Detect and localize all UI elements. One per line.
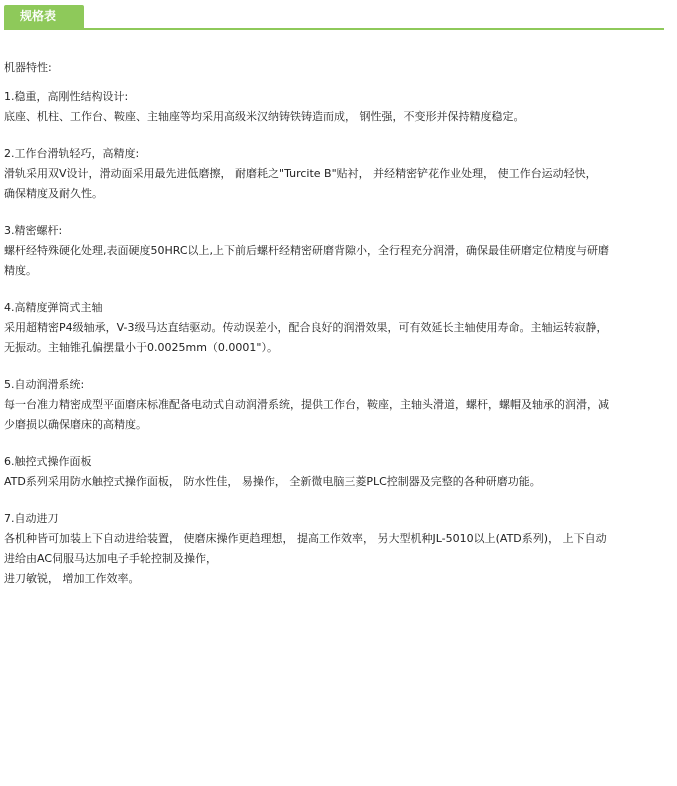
feature-title: 1.稳重，高刚性结构设计: bbox=[4, 90, 129, 103]
feature-description-line: 各机种皆可加装上下自动进给装置， 使磨床操作更趋理想， 提高工作效率， 另大型机种JL-5010以上(ATD系列)， 上下自动 bbox=[4, 532, 607, 545]
feature-description-line: 精度。 bbox=[4, 264, 37, 277]
feature-section bbox=[4, 452, 672, 492]
feature-title: 7.自动进刀 bbox=[4, 512, 59, 525]
feature-description-line: 进刀敏锐， 增加工作效率。 bbox=[4, 572, 140, 585]
feature-title: 2.工作台滑轨轻巧，高精度: bbox=[4, 147, 140, 160]
feature-section bbox=[4, 221, 672, 281]
feature-description-line: ATD系列采用防水触控式操作面板， 防水性佳， 易操作， 全新微电脑三菱PLC控制器及完整的各种研磨功能。 bbox=[4, 475, 541, 488]
feature-description-line: 螺杆经特殊硬化处理,表面硬度50HRC以上,上下前后螺杆经精密研磨背隙小，全行程充分润滑，确保最佳研磨定位精度与研磨 bbox=[4, 244, 610, 257]
feature-title: 5.自动润滑系统: bbox=[4, 378, 85, 391]
feature-section bbox=[4, 144, 672, 204]
feature-description-line: 进给由AC伺服马达加电子手轮控制及操作， bbox=[4, 552, 218, 565]
feature-section bbox=[4, 87, 672, 127]
feature-description-line: 无振动。主轴锥孔偏摆量小于0.0025mm（0.0001"）。 bbox=[4, 341, 278, 354]
feature-description-line: 底座、机柱、工作台、鞍座、主轴座等均采用高级米汉纳铸铁铸造而成， 钢性强，不变形并保持精度稳定。 bbox=[4, 110, 525, 123]
feature-section bbox=[4, 298, 672, 358]
feature-title: 4.高精度弹筒式主轴 bbox=[4, 301, 103, 314]
intro-heading: 机器特性: bbox=[4, 61, 52, 74]
spec-content bbox=[4, 58, 672, 606]
spec-tab-bar bbox=[4, 5, 664, 30]
feature-section bbox=[4, 509, 672, 589]
feature-description-line: 滑轨采用双V设计，滑动面采用最先进低磨擦， 耐磨耗之"Turcite B"贴衬， 并经精密铲花作业处理， 使工作台运动轻快， bbox=[4, 167, 597, 180]
feature-description-line: 采用超精密P4级轴承，V-3级马达直结驱动。传动误差小，配合良好的润滑效果，可有效延长主轴使用寿命。主轴运转寂静， bbox=[4, 321, 608, 334]
feature-description-line: 确保精度及耐久性。 bbox=[4, 187, 103, 200]
feature-title: 6.触控式操作面板 bbox=[4, 455, 92, 468]
feature-description-line: 少磨损以确保磨床的高精度。 bbox=[4, 418, 147, 431]
tab-spec-sheet[interactable]: 规格表 bbox=[4, 5, 84, 28]
feature-sections bbox=[4, 87, 672, 589]
feature-title: 3.精密螺杆: bbox=[4, 224, 63, 237]
feature-description-line: 每一台准力精密成型平面磨床标准配备电动式自动润滑系统，提供工作台，鞍座，主轴头滑道，螺杆，螺帽及轴承的润滑，减 bbox=[4, 398, 609, 411]
feature-section bbox=[4, 375, 672, 435]
